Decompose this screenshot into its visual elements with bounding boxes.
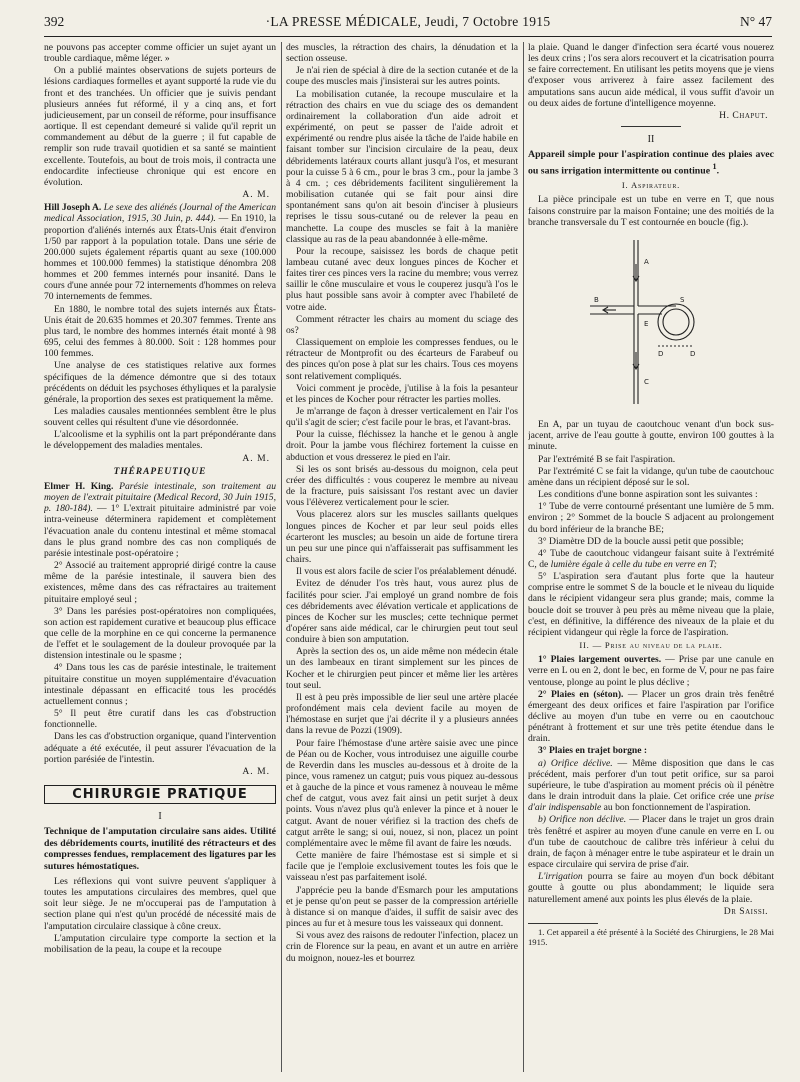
paragraph: Les réflexions qui vont suivre peuvent s'appliquer à toutes les amputations circulaires des membres, quel que soit leur siège. Je ne m'occuperai pas de l'amputation à section plane qui n'est qu'un procédé de nécessité mais de l'amputation circulaire classique à cône creux. [44, 875, 276, 932]
footnote: 1. Cet appareil a été présenté à la Société des Chirurgiens, le 28 Mai 1915. [528, 926, 774, 947]
item-title: 1° Plaies largement ouvertes. [538, 654, 662, 666]
item-title: 2° Plaies en (séton). [538, 688, 624, 700]
paragraph: 3° Dans les parésies post-opératoires non compliquées, son action est rapidement curative et beaucoup plus efficace que celle de la morphine en ce qui concerne la permanence de l'effet et le soulagement de la douleur provoquée par la distension intestinale ou le spasme ; [44, 605, 276, 662]
italic-text: L'irrigation [538, 871, 583, 883]
paragraph: On a publié maintes observations de sujets porteurs de lésions cardiaques formelles et ayant supporté la rude vie du front et des tranchées. Un officier que je suivis pendant plusieurs années fut réformé, il y a cinq ans, et fort judicieusement, par un conseil de réforme, pour insuffisance aortique. Il est cependant demeuré si valide qu'il reprit un commandement au début de la guerre ; il fut capable de remplir son rude travail quotidien et sa santé se maintient excellente. Toutefois, au bout de trois mois, il contracta une endocardite infectieuse chronique qui est encore en évolution. [44, 65, 276, 188]
section-title: THÉRAPEUTIQUE [113, 466, 207, 477]
paragraph: Les maladies causales mentionnées semblent être le plus souvent celles qui résultent d'une vie désordonnée. [44, 406, 276, 429]
paragraph [528, 758, 774, 814]
paragraph: 4° Dans tous les cas de parésie intestinale, le traitement pituitaire constitue un moyen supplémentaire d'évacuation intestinale dépassant en efficacité tous les procédés actuellement connus ; [44, 662, 276, 707]
paragraph: Par l'extrémité B se fait l'aspiration. [538, 453, 676, 465]
heading-text: Appareil simple pour l'aspiration continue des plaies avec ou sans irrigation intermittente ou continue [528, 149, 774, 176]
figure-label: D [658, 349, 664, 358]
paragraph [528, 654, 774, 687]
italic-text: prise d'air indispensable [528, 791, 774, 814]
paragraph: 5° Il peut être curatif dans les cas d'obstruction fonctionnelle. [44, 708, 276, 731]
figure-label: B [594, 295, 599, 304]
column-divider [523, 42, 524, 1072]
journal-title: ·LA PRESSE MÉDICALE, Jeudi, 7 Octobre 1915 [265, 14, 551, 29]
paragraph: J'apprécie peu la bande d'Esmarch pour les amputations et je pense qu'on peut se passer de la compression artérielle à distance si on manque d'aides, il suffit de saisir avec des pinces au fur et à mesure tous les vaisseaux qui donnent. [286, 884, 518, 930]
paragraph: 1° Tube de verre contourné présentant une lumière de 5 mm. environ ; 2° Sommet de la boucle S adjacent au prolongement du bord inférieur de la branche BE; [528, 501, 774, 535]
paragraph: Comment rétracter les chairs au moment du sciage des os? [286, 313, 518, 336]
item-text: — Placer un gros drain très fenêtré émergeant des deux orifices et faire l'aspiration par l'orifice déclive au moyen d'un tube en verre ou en caoutchouc pénétrant à frottement et sur une très petite étendue dans le drain. [528, 688, 774, 745]
column-1 [44, 42, 276, 1074]
paragraph: Je n'ai rien de spécial à dire de la section cutanée et de la coupe des muscles mais j'insisterai sur les autres points. [286, 65, 518, 88]
bibliography-entry [44, 481, 276, 559]
item-label: b) Orifice non déclive. [538, 814, 627, 826]
item-text: — Même disposition que dans le cas précédent, mais perforer d'un tout petit orifice, sur sa paroi supérieure, le tube d'aspiration au moment précis où il pénètre dans le drain introduit dans la plaie. Cet orifice crée une [528, 757, 774, 803]
italic-text: lumière égale à celle du tube en verre en T; [550, 558, 717, 570]
signature: H. Chaput. [719, 109, 768, 121]
figure-label: S [680, 295, 685, 304]
paragraph: Pour faire l'hémostase d'une artère saisie avec une pince de Péan ou de Kocher, vous introduisez une aiguille courbe de Reverdin dans les muscles au-dessous et à droite de la pince, vous ramenez un catgut; puis vous piquez au-dessous et à gauche de la pince et vous ramenez à nouveau le même chef de catgut, vous avez fait ainsi un petit surjet à deux points. Vous n'avez plus qu'à enlever la pince et à nouer le catgut. Avant de nouer vérifiez si la traction des chefs de catgut arrête le sang; si oui, nouez, si non, placez un point complémentaire avec le même fil avant de faire les nœuds. [286, 737, 518, 849]
item-text: — Placer dans le trajet un gros drain très fenêtré et aspirer au moyen d'une canule en verre en L ou d'un tube de caoutchouc de calibre très inférieur à celui du drain, de façon à ménager entre le tube aspirateur et le drain un espace circulaire qui servira de prise d'air. [528, 814, 774, 871]
bib-author: Elmer H. King. [44, 480, 114, 492]
paragraph: Pour la recoupe, saisissez les bords de chaque petit lambeau cutané avec deux longues pinces de Kocher et faites tirer ces pinces vers la racine du membre; vous verrez saillir le cône musculaire et vous le couperez jusqu'à l'os le plus haut possible sans avoir à compter avec l'habileté de votre aide. [286, 245, 518, 313]
subsection-title: II. — Prise au niveau de la plaie. [579, 640, 723, 651]
header-rule [44, 36, 772, 37]
paragraph: 5° L'aspiration sera d'autant plus forte que la hauteur comprise entre le sommet S de la boucle et le niveau du liquide dans le récipient vidangeur sera plus grande; mais, comme la boucle doit se trouver à peu près au même niveau que la plaie, c'est, en définitive, la différence des niveaux de la plaie et du récipient vidangeur qui règle la force de l'aspiration. [528, 571, 774, 638]
paragraph: Si vous avez des raisons de redouter l'infection, placez un crin de Florence sur la peau, en avant et un autre en arrière du moignon, nouez-les et bourrez [286, 930, 518, 964]
figure-t-tube [528, 234, 774, 413]
paragraph: Pour la cuisse, fléchissez la hanche et le genou à angle droit. Pour la jambe vous fléchirez fortement la cuisse en abduction et vous dresserez le pied en l'air. [286, 429, 518, 463]
figure-label: C [644, 377, 649, 386]
page-header [44, 14, 772, 36]
paragraph: Voici comment je procède, j'utilise à la fois la pesanteur et les pinces de Kocher pour rétracter les parties molles. [286, 382, 518, 405]
section-box-title: CHIRURGIE PRATIQUE [44, 785, 276, 804]
paragraph: ne pouvons pas accepter comme officier un sujet ayant un trouble cardiaque, même léger. » [44, 42, 276, 65]
paragraph: Si les os sont brisés au-dessous du moignon, cela peut créer des difficultés : vous couperez le membre au niveau de la fracture, puis saisissant l'os restant avec un davier vous l'élèverez verticalement pour le scier. [286, 463, 518, 509]
text: 4° Tube de caoutchouc vidangeur faisant suite à l'extrémité C, de [528, 547, 774, 570]
paragraph: 3° Diamètre DD de la boucle aussi petit que possible; [538, 535, 744, 547]
issue-number: N° 47 [739, 14, 772, 29]
paragraph: Une analyse de ces statistiques relative aux formes spécifiques de la démence démontre que si des totaux précédents on déduit les psychoses éthyliques et la paralysie générale, la proportion des sexes est pratiquement la même. [44, 360, 276, 405]
figure-label: D [690, 349, 696, 358]
paragraph: En 1880, le nombre total des sujets internés aux États-Unis était de 20.635 hommes et 20.307 femmes. Trente ans plus tard, le nombre des hommes internés était monté à 98 695, celui des femmes à 80.000. Soit : 128 hommes pour 100 femmes. [44, 303, 276, 360]
item-label: a) Orifice déclive. [538, 757, 613, 769]
bib-text: — 1° L'extrait pituitaire administré par voie intra-veineuse déterminera rapidement et complètement l'évacuation anale du contenu intestinal et même stomacal dans le plus grand nombre des cas non compliqués de parésie intestinale post-opératoire ; [44, 503, 276, 559]
paragraph: la plaie. Quand le danger d'infection sera écarté vous nouerez les deux crins ; l'os sera alors recouvert et la cicatrisation pourra se faire correctement. En utilisant les petits moyens que je viens d'exposer vous arriverez à faire assez facilement des amputations sans aucun aide médical, il vous suffit d'avoir un ou deux aides de fortune d'intelligence moyenne. [528, 42, 774, 109]
item-text: pourra se faire au moyen d'un bock débitant goutte à goutte ou plus abondamment; le liquide sera naturellement amené aux points les plus élevés de la plaie. [528, 871, 774, 905]
paragraph: Il est à peu près impossible de lier seul une artère placée profondément mais cela devient facile au moyen de l'hémostase en surjet que j'ai décrite il y a plusieurs années dans la revue de Pozzi (1909). [286, 691, 518, 737]
paragraph [528, 814, 774, 870]
signature: A. M. [242, 189, 270, 201]
figure-label: E [644, 319, 649, 328]
article-number: I [158, 811, 162, 823]
paragraph: Cette manière de faire l'hémostase est si simple et si facile que je l'emploie exclusivement toutes les fois que le vaisseau n'est pas parfaitement isolé. [286, 850, 518, 884]
figure-label: A [644, 257, 649, 266]
signature: A. M. [242, 452, 270, 464]
item-text: au bon fonctionnement de l'aspiration. [601, 802, 751, 814]
column-2 [286, 42, 518, 1074]
paragraph: Vous placerez alors sur les muscles saillants quelques longues pinces de Kocher et par leur seul poids elles écarteront les muscles; au besoin un aide de fortune tirera un peu sur une pince qui n'affaisserait pas suffisamment les chairs. [286, 509, 518, 566]
paragraph [528, 689, 774, 745]
paragraph: 2° Associé au traitement approprié dirigé contre la cause même de la parésie intestinale, il sauvera bien des existences, même dans des cas réfractaires au traitement pituitaire employé seul ; [44, 560, 276, 605]
paragraph [528, 871, 774, 904]
article-number: II [647, 134, 655, 146]
paragraph [528, 745, 774, 756]
paragraph: Les conditions d'une bonne aspiration sont les suivantes : [538, 489, 758, 501]
footnote-marker: 1 [712, 161, 717, 171]
paragraph: Evitez de dénuder l'os très haut, vous aurez plus de facilités pour scier. J'ai employé un grand nombre de fois ces débridements avec élévation verticale et applications de pinces de Kocher sur les muscles; cette technique permet d'opérer sans aide médical, car le chirurgien peut tout seul conduire à bien son amputation. [286, 578, 518, 646]
paragraph: Il vous est alors facile de scier l'os préalablement dénudé. [296, 566, 517, 578]
bib-title: Le sexe des aliénés (Journal of the American medical Association, 1915, 30 Juin, p. 444). [44, 202, 276, 225]
paragraph: La pièce principale est un tube en verre en T, que nous faisons construire par la maison Fontaine; une des moitiés de la branche transversale du T est contournée en boucle (fig.). [528, 194, 774, 228]
paragraph: Classiquement on emploie les compresses fendues, ou le rétracteur de Montprofit ou des écarteurs de Farabeuf ou des pinces qu'on pose à plat sur les chairs. Tous ces moyens sont relativement compliqués. [286, 337, 518, 382]
signature: Dr Saissi. [723, 905, 768, 917]
item-text: — Prise par une canule en verre en L ou en 2, dont le bec, en forme de V, pour ne pas faire ventouse, plonge au point le plus déclive ; [528, 654, 774, 688]
paragraph: Après la section des os, un aide même non médecin étale un des lambeaux en tirant simplement sur les pinces de Kocher et le chirurgien peut pincer et même lier les artères tout seul. [286, 646, 518, 691]
divider [621, 126, 681, 127]
paragraph: Dans les cas d'obstruction organique, quand l'intervention adéquate a été exécutée, il peut assurer l'évacuation de la portion parésiée de l'intestin. [44, 731, 276, 765]
paragraph: L'amputation circulaire type comporte la section et la mobilisation de la peau, la coupe et la recoupe [44, 932, 276, 955]
footnote-rule [528, 923, 598, 924]
column-3 [528, 42, 774, 1074]
paragraph: La mobilisation cutanée, la recoupe musculaire et la rétraction des chairs en vue du sciage des os demandent ordinairement la collaboration d'un aide adroit et expérimenté, on peut se passer de l'aide adroit et expérimenté ou rendre plus aisée la tâche de l'aide habile en faisant tomber sur l'incision circulaire de la peau, deux débridements latéraux courts allant jusqu'à l'os, et mesurant pour la cuisse 5 à 6 cm., pour le bras 3 cm., pour la jambe 3 à 4 cm. ; ces débridements facilitent singulièrement la mobilisation cutanée qui se fait pour ainsi dire spontanément sans qu'on ait besoin d'inciser à plusieurs reprises le tissu sous-cutané ou de relever la peau en manchette. La coupe des muscles se fait à la manière classique au ras de la peau abandonnée à elle-même. [286, 88, 518, 245]
bib-text: — En 1910, la proportion d'aliénés internés aux États-Unis était d'environ 1/50 par rapport à la population totale. Dans une série de 200.000 sujets également répartis quant au sexe (100.000 hommes et 100.000 femmes) la statistique dénombra 208 hommes et 200 femmes internés pour insanité. Dans le cours d'une année pour 72 internements d'hommes on releva 70 internements de femmes. [44, 213, 276, 303]
item-title: 3° Plaies en trajet borgne : [538, 745, 648, 757]
bib-author: Hill Joseph A. [44, 202, 102, 214]
signature: A. M. [242, 765, 270, 777]
t-tube-diagram [576, 234, 726, 410]
column-divider [281, 42, 282, 1072]
paragraph: Je m'arrange de façon à dresser verticalement en l'air l'os qu'il s'agit de scier; c'est facile pour le bras, et l'avant-bras. [286, 406, 518, 429]
paragraph [528, 548, 774, 570]
page-number: 392 [44, 14, 65, 29]
bib-title: Parésie intestinale, son traitement au moyen de l'extrait pituitaire (Medical Record, 30 Juin 1915, p. 180-184). [44, 480, 276, 515]
paragraph: des muscles, la rétraction des chairs, la dénudation et la section osseuse. [286, 42, 518, 65]
paragraph: En A, par un tuyau de caoutchouc venant d'un bock sus-jacent, arrive de l'eau goutte à goutte, environ 100 gouttes à la minute. [528, 419, 774, 453]
paragraph: Par l'extrémité C se fait la vidange, qu'un tube de caoutchouc amène dans un récipient déposé sur le sol. [528, 465, 774, 488]
article-heading: Appareil simple pour l'aspiration continue des plaies avec ou sans irrigation intermittente ou continue $^1$. [528, 149, 774, 176]
subsection-title: I. Aspirateur. [621, 180, 681, 191]
article-heading: Technique de l'amputation circulaire sans aides. Utilité des débridements courts, inutilité des rétracteurs et des compresses fendues, remplacement des ligatures par les sutures hémostatiques. [44, 826, 276, 872]
paragraph: L'alcoolisme et la syphilis ont la part prépondérante dans le développement des maladies mentales. [44, 429, 276, 452]
bibliography-entry [44, 202, 276, 302]
